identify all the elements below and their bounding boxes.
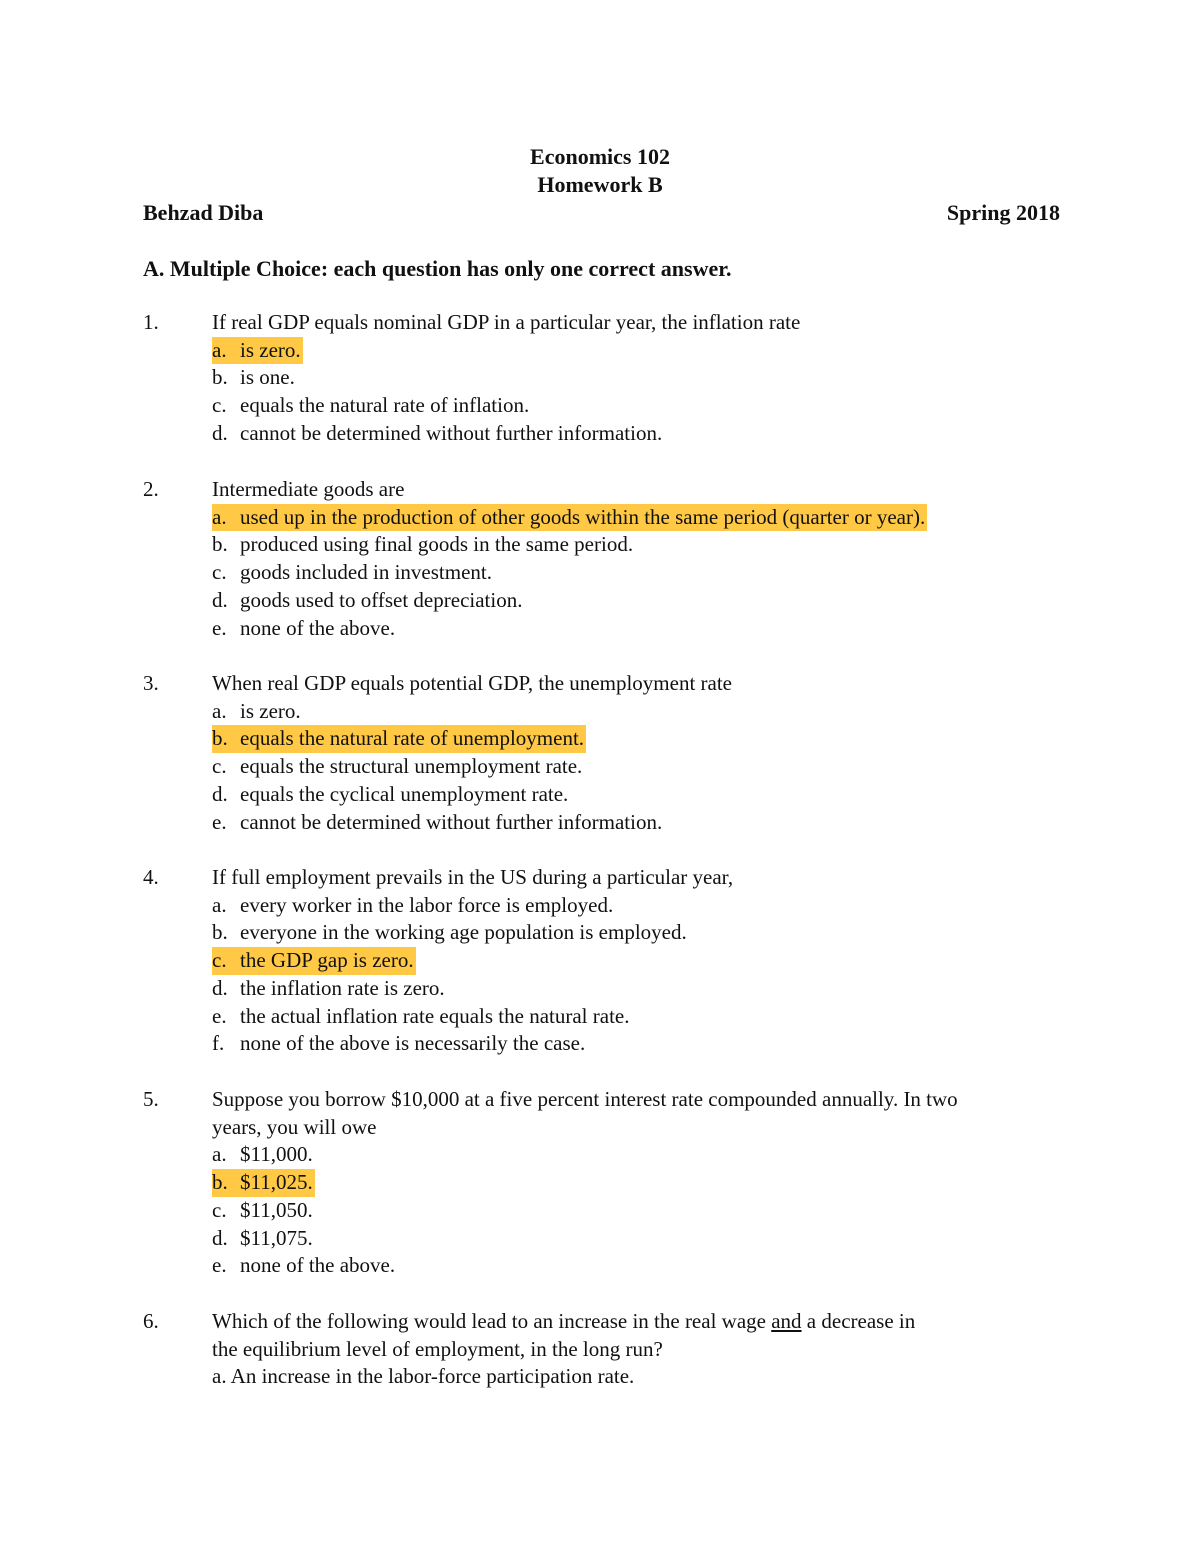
option-text: every worker in the labor force is employed. xyxy=(240,892,614,917)
section-heading: A. Multiple Choice: each question has only one correct answer. xyxy=(143,256,732,281)
option-text: equals the cyclical unemployment rate. xyxy=(240,781,569,806)
question-number: 2. xyxy=(143,477,159,501)
option-letter: f. xyxy=(212,1031,225,1056)
option-b xyxy=(212,531,1060,559)
option-d xyxy=(212,975,1060,1003)
option-e xyxy=(212,1003,1060,1031)
option-e xyxy=(212,615,1060,643)
option-a: a. An increase in the labor-force participation rate. xyxy=(212,1364,635,1389)
option-d xyxy=(212,420,1060,448)
question-stem-line-2: the equilibrium level of employment, in the long run? xyxy=(212,1336,663,1361)
option-text: none of the above. xyxy=(240,1253,396,1278)
option-letter: c. xyxy=(212,560,227,585)
term-label: Spring 2018 xyxy=(946,200,1060,225)
answer-choice xyxy=(212,1141,315,1169)
stem-text: a decrease in xyxy=(801,1309,916,1333)
option-text: used up in the production of other goods within the same period (quarter or year). xyxy=(240,504,926,529)
question-stem-line-1: Suppose you borrow $10,000 at a five percent interest rate compounded annually. In two xyxy=(212,1087,958,1111)
option-text: $11,025. xyxy=(240,1170,313,1195)
option-e xyxy=(212,809,1060,837)
answer-choice xyxy=(212,531,635,559)
option-letter: d. xyxy=(212,975,228,1000)
option-letter: e. xyxy=(212,615,227,640)
option-text: everyone in the working age population is employed. xyxy=(240,920,687,945)
option-letter: d. xyxy=(212,1225,228,1250)
question-6 xyxy=(143,1308,1060,1391)
options-list xyxy=(212,892,1060,1058)
option-text: is zero. xyxy=(240,698,301,723)
option-letter: c. xyxy=(212,1197,227,1222)
option-a xyxy=(212,1141,1060,1169)
question-body xyxy=(212,309,1060,448)
highlighted-answer xyxy=(212,1169,315,1197)
option-text: $11,050. xyxy=(240,1197,313,1222)
option-letter: a. xyxy=(212,1142,227,1167)
option-letter: b. xyxy=(212,365,228,390)
option-c xyxy=(212,947,1060,975)
question-1 xyxy=(143,309,1060,448)
option-c xyxy=(212,1197,1060,1225)
answer-choice xyxy=(212,615,397,643)
answer-choice xyxy=(212,364,297,392)
option-letter: a. xyxy=(212,698,227,723)
option-text: produced using final goods in the same period. xyxy=(240,532,634,557)
option-text: goods included in investment. xyxy=(240,560,492,585)
assignment-title: Homework B xyxy=(537,172,663,197)
option-letter: c. xyxy=(212,754,227,779)
option-letter: a. xyxy=(212,337,227,362)
option-text: cannot be determined without further information. xyxy=(240,420,663,445)
option-letter: b. xyxy=(212,920,228,945)
question-body xyxy=(212,864,1060,1058)
option-text: cannot be determined without further information. xyxy=(240,809,663,834)
question-body xyxy=(212,670,1060,836)
option-a xyxy=(212,698,1060,726)
option-text: the GDP gap is zero. xyxy=(240,948,414,973)
option-b xyxy=(212,725,1060,753)
question-number: 1. xyxy=(143,310,159,334)
option-text: equals the natural rate of unemployment. xyxy=(240,726,585,751)
option-a xyxy=(212,892,1060,920)
question-body xyxy=(212,1308,1060,1391)
option-letter: b. xyxy=(212,1170,228,1195)
option-e xyxy=(212,1252,1060,1280)
answer-choice xyxy=(212,892,615,920)
option-letter: d. xyxy=(212,420,228,445)
option-text: equals the structural unemployment rate. xyxy=(240,754,583,779)
question-number: 3. xyxy=(143,671,159,695)
question-stem: If real GDP equals nominal GDP in a particular year, the inflation rate xyxy=(212,310,801,334)
highlighted-answer xyxy=(212,337,303,365)
option-letter: e. xyxy=(212,809,227,834)
answer-choice xyxy=(212,809,664,837)
question-stem: Intermediate goods are xyxy=(212,477,405,501)
answer-choice xyxy=(212,420,664,448)
option-letter: b. xyxy=(212,532,228,557)
options-list xyxy=(212,504,1060,643)
option-b xyxy=(212,1169,1060,1197)
highlighted-answer xyxy=(212,504,927,532)
option-c xyxy=(212,559,1060,587)
option-text: none of the above is necessarily the case. xyxy=(240,1031,586,1056)
answer-choice xyxy=(212,919,689,947)
highlighted-answer xyxy=(212,947,416,975)
option-text: goods used to offset depreciation. xyxy=(240,587,523,612)
option-text: is zero. xyxy=(240,337,301,362)
option-letter: b. xyxy=(212,726,228,751)
question-body xyxy=(212,1086,1060,1280)
option-text: none of the above. xyxy=(240,615,396,640)
option-letter: d. xyxy=(212,781,228,806)
answer-choice xyxy=(212,698,303,726)
option-letter: a. xyxy=(212,892,227,917)
question-number: 4. xyxy=(143,865,159,889)
option-letter: e. xyxy=(212,1003,227,1028)
option-text: $11,075. xyxy=(240,1225,313,1250)
option-b xyxy=(212,364,1060,392)
option-c xyxy=(212,753,1060,781)
option-letter: e. xyxy=(212,1253,227,1278)
answer-choice xyxy=(212,1030,587,1058)
question-number: 5. xyxy=(143,1087,159,1111)
stem-text: Which of the following would lead to an increase in the real wage xyxy=(212,1309,772,1333)
option-text: equals the natural rate of inflation. xyxy=(240,393,530,418)
question-stem: When real GDP equals potential GDP, the unemployment rate xyxy=(212,671,733,695)
question-stem-line-1 xyxy=(212,1308,1060,1336)
option-d xyxy=(212,781,1060,809)
highlighted-answer xyxy=(212,725,586,753)
options-list xyxy=(212,337,1060,448)
course-title: Economics 102 xyxy=(530,144,670,169)
question-stem-line-2: years, you will owe xyxy=(212,1114,377,1139)
answer-choice xyxy=(212,753,584,781)
options-list xyxy=(212,698,1060,837)
option-a xyxy=(212,504,1060,532)
options-list xyxy=(212,1141,1060,1280)
option-text: the inflation rate is zero. xyxy=(240,975,445,1000)
answer-choice xyxy=(212,1197,315,1225)
option-text: is one. xyxy=(240,365,295,390)
question-stem: If full employment prevails in the US during a particular year, xyxy=(212,865,734,889)
option-f xyxy=(212,1030,1060,1058)
question-5 xyxy=(143,1086,1060,1280)
answer-choice xyxy=(212,1003,631,1031)
question-4 xyxy=(143,864,1060,1058)
answer-choice xyxy=(212,1252,397,1280)
option-c xyxy=(212,392,1060,420)
option-a xyxy=(212,337,1060,365)
answer-choice xyxy=(212,781,570,809)
answer-choice xyxy=(212,1225,315,1253)
option-letter: a. xyxy=(212,504,227,529)
option-text: the actual inflation rate equals the natural rate. xyxy=(240,1003,630,1028)
question-3 xyxy=(143,670,1060,836)
option-letter: c. xyxy=(212,948,227,973)
instructor-name: Behzad Diba xyxy=(143,200,264,225)
stem-underlined-word: and xyxy=(771,1309,802,1333)
answer-choice xyxy=(212,975,447,1003)
option-d xyxy=(212,587,1060,615)
option-letter: d. xyxy=(212,587,228,612)
option-d xyxy=(212,1225,1060,1253)
question-body xyxy=(212,476,1060,642)
answer-choice xyxy=(212,559,494,587)
author-term-row xyxy=(143,199,1060,227)
answer-choice xyxy=(212,587,524,615)
option-letter: c. xyxy=(212,393,227,418)
question-2 xyxy=(143,476,1060,642)
question-number: 6. xyxy=(143,1309,159,1333)
option-b xyxy=(212,919,1060,947)
option-text: $11,000. xyxy=(240,1142,313,1167)
answer-choice xyxy=(212,392,531,420)
